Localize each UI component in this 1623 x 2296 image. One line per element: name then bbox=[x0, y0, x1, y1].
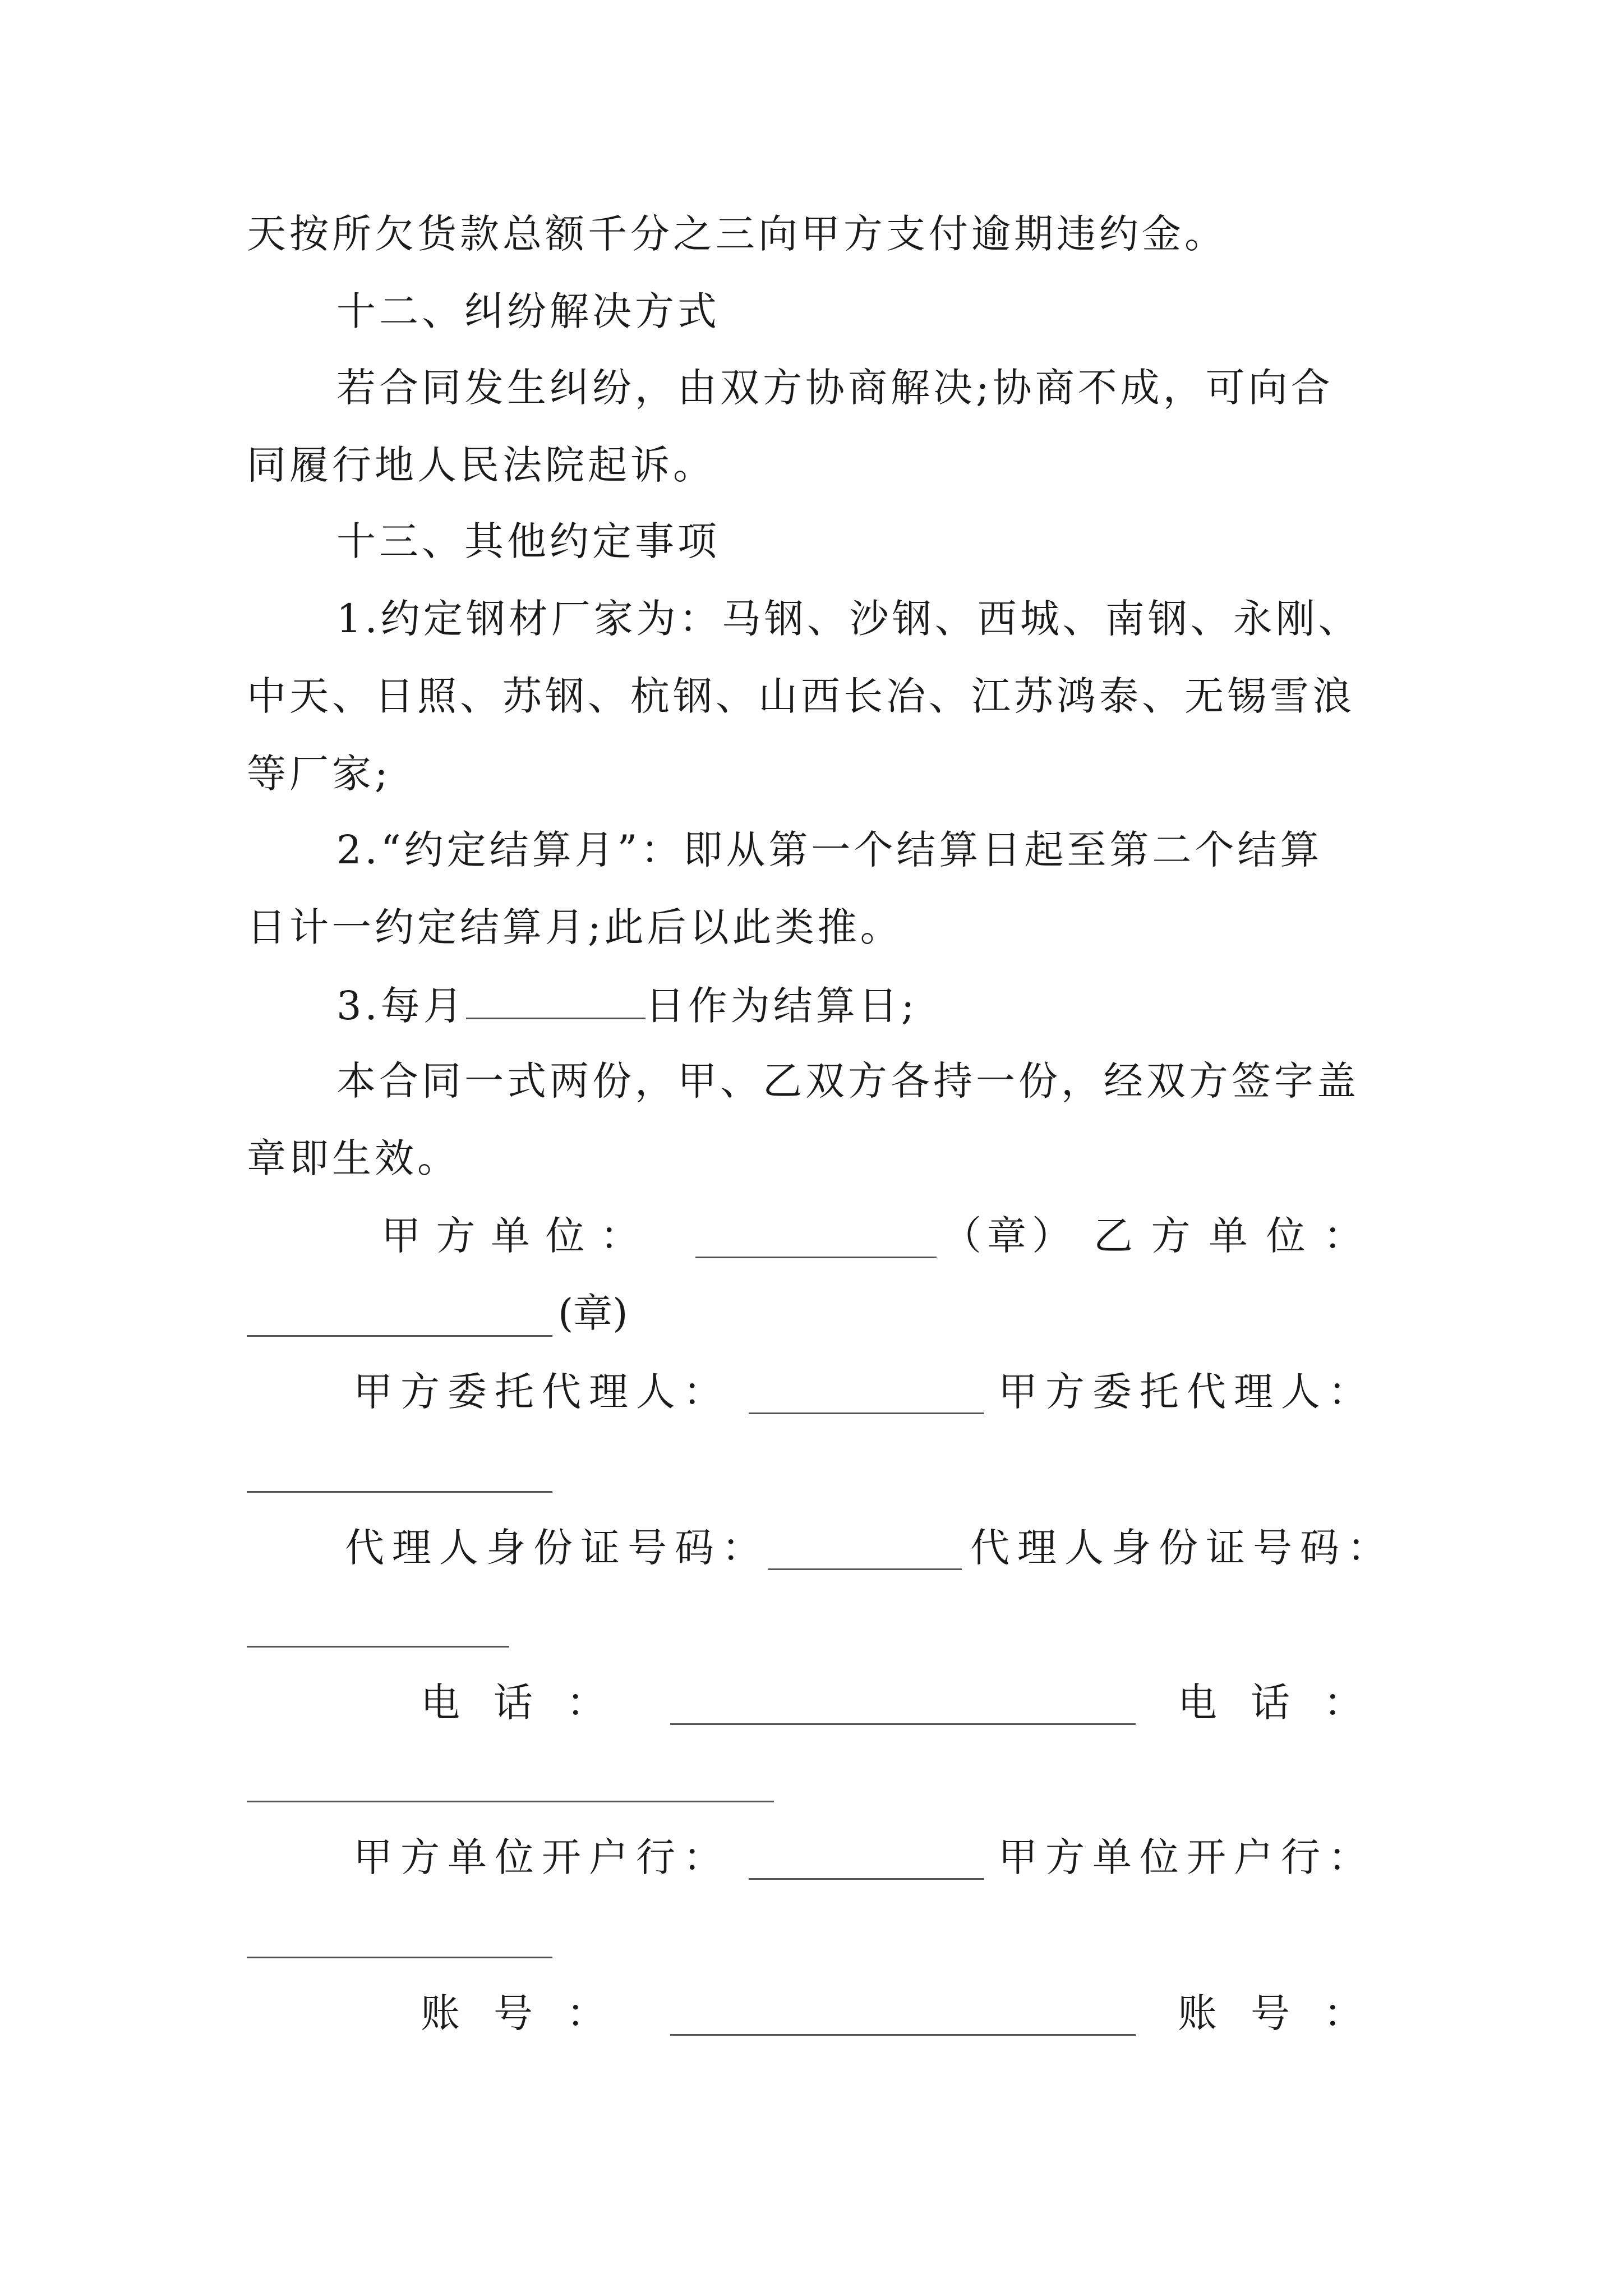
agent-a-label: 甲方委托代理人： bbox=[353, 1369, 730, 1415]
settlement-day-prefix: 3.每月 bbox=[336, 983, 466, 1029]
agent-a-blank[interactable] bbox=[749, 1412, 984, 1414]
paragraph-line: 日计一约定结算月;此后以此类推。 bbox=[247, 904, 903, 950]
settlement-day-blank[interactable] bbox=[466, 979, 645, 1019]
bank-b-label: 甲方单位开户行： bbox=[998, 1834, 1375, 1880]
paragraph-line: 2.“约定结算月”：即从第一个结算日起至第二个结算 bbox=[336, 827, 1323, 873]
settlement-day-suffix: 日作为结算日; bbox=[645, 983, 918, 1029]
party-b-unit-blank[interactable] bbox=[247, 1335, 552, 1337]
bank-b-blank[interactable] bbox=[247, 1957, 552, 1958]
phone-a-blank[interactable] bbox=[670, 1723, 1136, 1725]
agent-b-blank[interactable] bbox=[247, 1491, 552, 1493]
id-b-label: 代理人身份证号码： bbox=[970, 1525, 1394, 1571]
paragraph-line: 章即生效。 bbox=[247, 1135, 460, 1181]
party-b-unit-label: 乙 方 单 位 ： bbox=[1094, 1213, 1363, 1259]
seal-a-label: （ 章 ） bbox=[942, 1213, 1071, 1259]
bank-a-blank[interactable] bbox=[749, 1878, 984, 1880]
paragraph-line: 天按所欠货款总额千分之三向甲方支付逾期违约金。 bbox=[247, 211, 1227, 257]
bank-a-label: 甲方单位开户行： bbox=[353, 1834, 730, 1880]
id-b-blank[interactable] bbox=[247, 1646, 509, 1648]
paragraph-line: 中天、日照、苏钢、杭钢、山西长冶、江苏鸿泰、无锡雪浪 bbox=[247, 673, 1355, 719]
agent-b-label: 甲方委托代理人： bbox=[998, 1369, 1375, 1415]
paragraph-line: 若合同发生纠纷，由双方协商解决;协商不成，可向合 bbox=[336, 365, 1334, 411]
paragraph-line: 同履行地人民法院起诉。 bbox=[247, 442, 716, 488]
seal-b-label: (章) bbox=[558, 1290, 628, 1336]
section-heading-13: 十三、其他约定事项 bbox=[336, 518, 720, 564]
party-a-unit-blank[interactable] bbox=[695, 1257, 937, 1258]
phone-b-blank[interactable] bbox=[247, 1801, 774, 1802]
party-a-unit-label: 甲 方 单 位 ： bbox=[381, 1213, 639, 1259]
account-a-blank[interactable] bbox=[670, 2034, 1136, 2036]
section-heading-12: 十二、纠纷解决方式 bbox=[336, 288, 720, 334]
phone-a-label: 电 话 ： bbox=[421, 1680, 606, 1726]
paragraph-line: 1.约定钢材厂家为：马钢、沙钢、西城、南钢、永刚、 bbox=[336, 596, 1361, 642]
account-a-label: 账 号 ： bbox=[421, 1990, 606, 2036]
paragraph-line bbox=[336, 979, 917, 1031]
paragraph-line: 等厂家; bbox=[247, 751, 391, 797]
id-a-blank[interactable] bbox=[768, 1568, 962, 1570]
account-b-label: 账 号 ： bbox=[1178, 1990, 1363, 2036]
id-a-label: 代理人身份证号码： bbox=[345, 1525, 769, 1571]
phone-b-label: 电 话 ： bbox=[1178, 1680, 1363, 1726]
paragraph-line: 本合同一式两份，甲、乙双方各持一份，经双方签字盖 bbox=[336, 1058, 1359, 1104]
